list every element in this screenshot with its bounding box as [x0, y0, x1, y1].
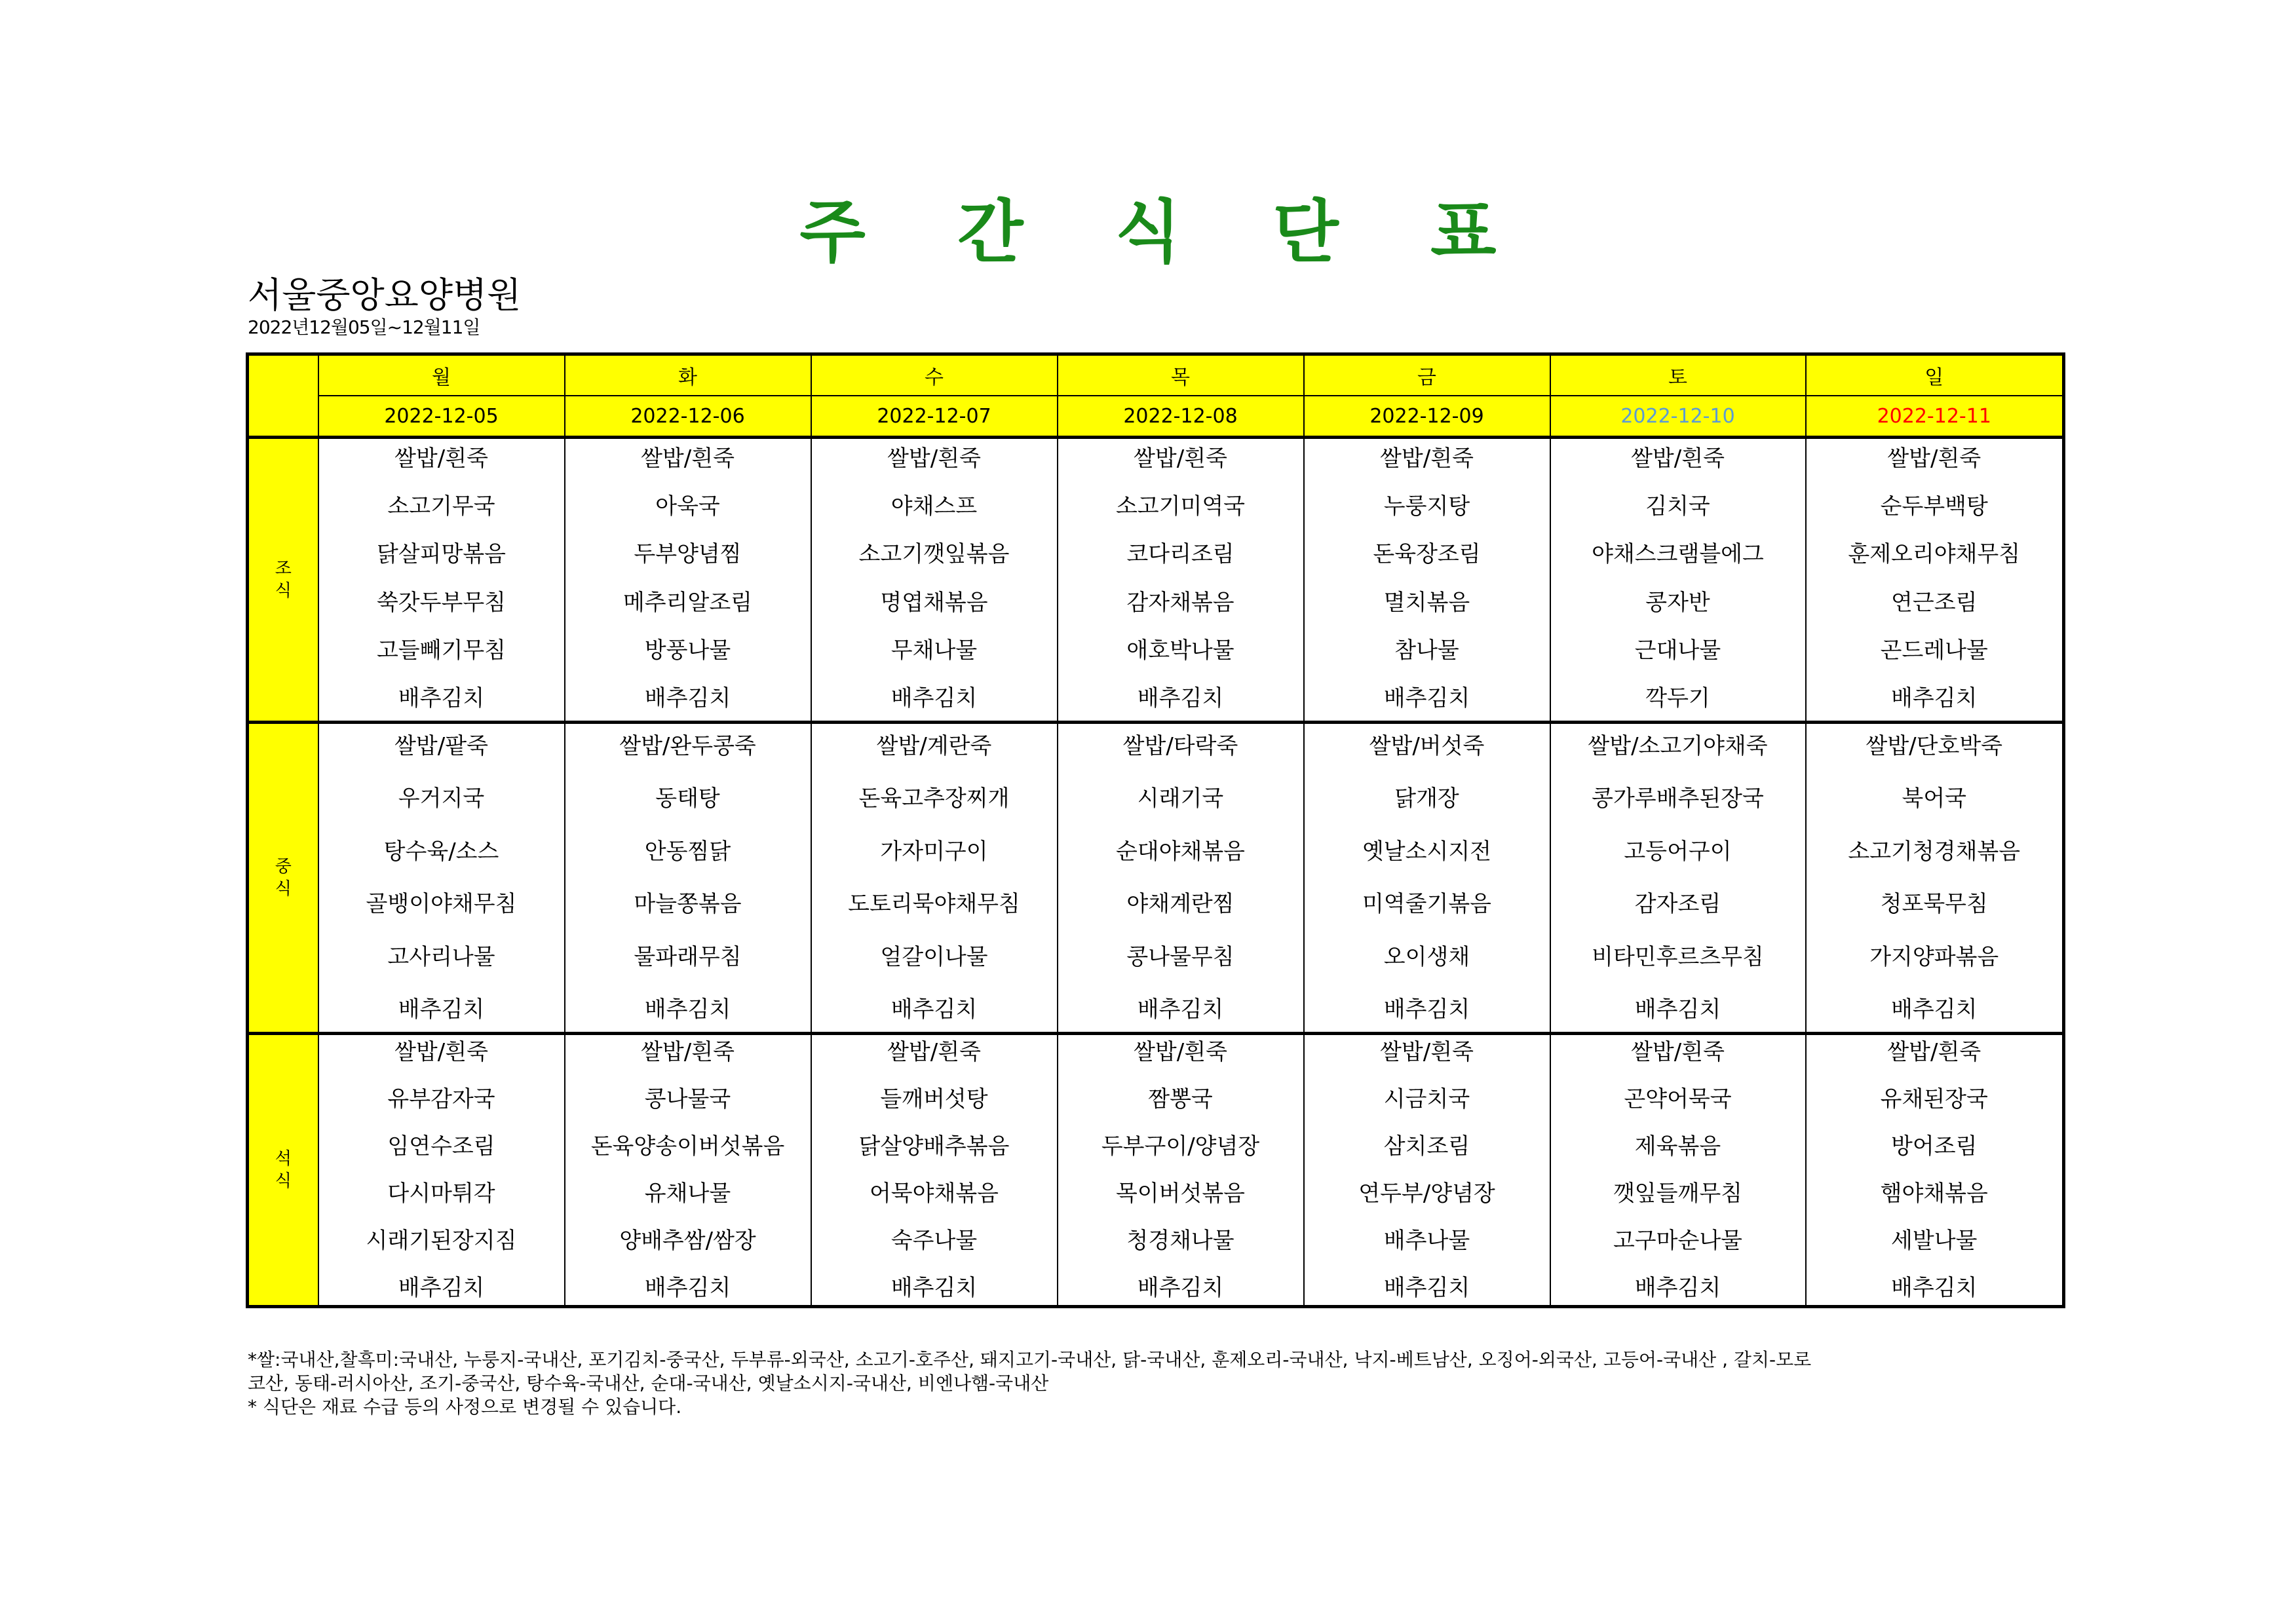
menu-item: 야채스프 [890, 493, 978, 520]
menu-cell [1058, 1034, 1304, 1307]
menu-item: 감자조림 [1634, 891, 1721, 918]
menu-cell [318, 438, 565, 723]
menu-item: 시래기국 [1137, 785, 1224, 812]
menu-item: 배추김치 [1137, 996, 1224, 1023]
menu-item: 마늘쫑볶음 [634, 891, 742, 918]
meal-label-char: 조 [275, 559, 292, 578]
menu-item: 콩가루배추된장국 [1592, 785, 1764, 812]
menu-item: 참나물 [1394, 637, 1459, 664]
day-name-cell: 토 [1550, 354, 1806, 396]
date-cell: 2022-12-11 [1806, 396, 2064, 438]
menu-item: 오이생채 [1383, 943, 1470, 970]
menu-item: 방풍나물 [644, 637, 731, 664]
menu-item: 청경채나물 [1126, 1228, 1234, 1254]
menu-item: 쑥갓두부무침 [376, 589, 507, 616]
menu-item: 물파래무침 [634, 943, 742, 970]
menu-item: 가지양파볶음 [1869, 943, 1999, 970]
menu-item: 아욱국 [655, 493, 720, 520]
day-name-cell: 수 [811, 354, 1058, 396]
meal-label-char: 석 [275, 1149, 292, 1169]
meal-row [248, 1034, 2064, 1307]
weekly-menu-table [246, 352, 2065, 1308]
menu-item: 애호박나물 [1126, 637, 1234, 664]
menu-item: 다시마튀각 [387, 1180, 495, 1207]
date-cell: 2022-12-07 [811, 396, 1058, 438]
menu-item: 쌀밥/흰죽 [394, 445, 488, 472]
corner-cell [248, 354, 318, 438]
menu-cell [1806, 438, 2064, 723]
menu-item: 소고기무국 [387, 493, 495, 520]
menu-cell [1058, 723, 1304, 1034]
menu-item: 콩자반 [1645, 589, 1710, 616]
date-cell: 2022-12-10 [1550, 396, 1806, 438]
menu-item: 배추김치 [398, 1275, 485, 1301]
menu-item: 깍두기 [1645, 685, 1710, 711]
menu-cell [1806, 723, 2064, 1034]
menu-item: 돈육장조림 [1373, 541, 1481, 568]
menu-item: 시래기된장지짐 [366, 1228, 517, 1254]
menu-item: 쌀밥/흰죽 [1887, 1039, 1981, 1065]
menu-cell [318, 1034, 565, 1307]
menu-item: 고들빼기무침 [376, 637, 507, 664]
menu-item: 쌀밥/흰죽 [887, 445, 981, 472]
note-line: * 식단은 재료 수급 등의 사정으로 변경될 수 있습니다. [248, 1396, 682, 1418]
menu-item-list [1305, 724, 1550, 1032]
menu-cell [811, 438, 1058, 723]
menu-cell [1304, 1034, 1550, 1307]
menu-item: 곤약어묵국 [1624, 1086, 1732, 1112]
menu-item: 배추김치 [644, 685, 731, 711]
menu-item: 도토리묵야채무침 [848, 891, 1020, 918]
menu-item-list [1807, 724, 2063, 1032]
menu-item: 쌀밥/팥죽 [394, 733, 488, 759]
menu-item: 가자미구이 [880, 838, 988, 865]
menu-item: 소고기청경채볶음 [1848, 838, 2021, 865]
menu-item: 쌀밥/흰죽 [1380, 445, 1474, 472]
menu-item: 고구마순나물 [1613, 1228, 1743, 1254]
menu-item: 쌀밥/흰죽 [1631, 1039, 1725, 1065]
menu-item-list [1807, 439, 2063, 721]
origin-notes [248, 1348, 2069, 1419]
menu-item-list [1807, 1035, 2063, 1305]
menu-item: 명엽채볶음 [880, 589, 988, 616]
day-name-cell: 화 [565, 354, 811, 396]
menu-item: 쌀밥/버섯죽 [1369, 733, 1485, 759]
meal-label [248, 1034, 318, 1307]
menu-cell [1550, 438, 1806, 723]
menu-item: 유채된장국 [1880, 1086, 1988, 1112]
menu-item: 깻잎들깨무침 [1613, 1180, 1743, 1207]
meal-label-char: 식 [275, 1171, 292, 1191]
menu-item: 소고기깻잎볶음 [858, 541, 1010, 568]
menu-cell [1550, 723, 1806, 1034]
menu-item: 배추김치 [1891, 1275, 1978, 1301]
menu-cell [1806, 1034, 2064, 1307]
menu-item: 북어국 [1902, 785, 1967, 812]
menu-item: 배추김치 [1634, 996, 1721, 1023]
menu-item: 김치국 [1645, 493, 1710, 520]
menu-item: 닭살양배추볶음 [858, 1133, 1010, 1160]
menu-item-list [1058, 724, 1303, 1032]
menu-item: 얼갈이나물 [880, 943, 988, 970]
day-name-cell: 일 [1806, 354, 2064, 396]
menu-item: 안동찜닭 [644, 838, 731, 865]
day-name-cell: 금 [1304, 354, 1550, 396]
menu-item: 순대야채볶음 [1115, 838, 1246, 865]
day-name-cell: 월 [318, 354, 565, 396]
menu-item: 두부양념찜 [634, 541, 742, 568]
menu-cell [565, 438, 811, 723]
meal-label-char: 중 [275, 857, 292, 877]
menu-item: 제육볶음 [1634, 1133, 1721, 1160]
menu-item: 햄야채볶음 [1880, 1180, 1988, 1207]
menu-item: 순두부백탕 [1880, 493, 1988, 520]
menu-item-list [812, 724, 1057, 1032]
note-line: 코산, 동태-러시아산, 조기-중국산, 탕수육-국내산, 순대-국내산, 옛날소시지-국내산, 비엔나햄-국내산 [248, 1372, 1049, 1394]
menu-item-list [565, 1035, 811, 1305]
menu-cell [1058, 438, 1304, 723]
meal-label [248, 438, 318, 723]
menu-period: 2022년12월05일~12월11일 [248, 316, 480, 338]
menu-item: 두부구이/양념장 [1101, 1133, 1260, 1160]
menu-item: 야채스크램블에그 [1592, 541, 1764, 568]
menu-item: 야채계란찜 [1126, 891, 1234, 918]
meal-row [248, 723, 2064, 1034]
day-name-row [248, 354, 2064, 396]
menu-item: 근대나물 [1634, 637, 1721, 664]
menu-item: 누룽지탕 [1383, 493, 1470, 520]
menu-item: 연두부/양념장 [1358, 1180, 1495, 1207]
menu-cell [565, 1034, 811, 1307]
menu-item: 배추김치 [1137, 685, 1224, 711]
menu-item: 배추김치 [1383, 1275, 1470, 1301]
menu-cell [811, 723, 1058, 1034]
menu-item: 무채나물 [890, 637, 978, 664]
menu-item: 배추김치 [1137, 1275, 1224, 1301]
menu-item: 쌀밥/흰죽 [1134, 1039, 1227, 1065]
menu-item: 배추김치 [1383, 685, 1470, 711]
menu-item: 쌀밥/흰죽 [1631, 445, 1725, 472]
menu-item-list [1305, 439, 1550, 721]
menu-item: 청포묵무침 [1880, 891, 1988, 918]
menu-item: 쌀밥/흰죽 [1887, 445, 1981, 472]
menu-item: 골뱅이야채무침 [366, 891, 517, 918]
menu-item: 배추김치 [644, 996, 731, 1023]
menu-item: 쌀밥/단호박죽 [1866, 733, 2003, 759]
menu-cell [318, 723, 565, 1034]
menu-item-list [1551, 439, 1805, 721]
menu-item: 양배추쌈/쌈장 [619, 1228, 756, 1254]
menu-item-list [319, 439, 564, 721]
menu-item-list [1551, 724, 1805, 1032]
menu-item: 감자채볶음 [1126, 589, 1234, 616]
menu-item: 배추김치 [1383, 996, 1470, 1023]
menu-item: 방어조림 [1891, 1133, 1978, 1160]
menu-item: 코다리조림 [1126, 541, 1234, 568]
menu-item: 닭개장 [1394, 785, 1459, 812]
menu-item: 고사리나물 [387, 943, 495, 970]
menu-item-list [1058, 1035, 1303, 1305]
menu-item: 쌀밥/소고기야채죽 [1588, 733, 1768, 759]
menu-item: 콩나물무침 [1126, 943, 1234, 970]
note-line: *쌀:국내산,찰흑미:국내산, 누룽지-국내산, 포기김치-중국산, 두부류-외국산, 소고기-호주산, 돼지고기-국내산, 닭-국내산, 훈제오리-국내산, 낙지-베트남산, 오징어-외국산, 고등어-국내산 , 갈치-모로 [248, 1349, 1812, 1370]
menu-item: 쌀밥/흰죽 [1134, 445, 1227, 472]
menu-item: 닭살피망볶음 [376, 541, 507, 568]
menu-item: 쌀밥/타락죽 [1122, 733, 1238, 759]
menu-item-list [1058, 439, 1303, 721]
menu-item: 곤드레나물 [1880, 637, 1988, 664]
menu-item: 어묵야채볶음 [869, 1180, 999, 1207]
menu-item: 탕수육/소스 [383, 838, 499, 865]
menu-item: 배추김치 [398, 996, 485, 1023]
menu-item: 돈육양송이버섯볶음 [590, 1133, 785, 1160]
menu-item: 돈육고추장찌개 [858, 785, 1010, 812]
menu-item: 배추김치 [1891, 685, 1978, 711]
hospital-name: 서울중앙요양병원 [248, 274, 522, 316]
date-row [248, 396, 2064, 438]
menu-item: 쌀밥/완두콩죽 [619, 733, 756, 759]
date-cell: 2022-12-05 [318, 396, 565, 438]
menu-item: 배추김치 [1891, 996, 1978, 1023]
menu-item: 배추김치 [644, 1275, 731, 1301]
menu-item: 배추김치 [890, 996, 978, 1023]
date-cell: 2022-12-09 [1304, 396, 1550, 438]
menu-item: 배추김치 [398, 685, 485, 711]
menu-item: 고등어구이 [1624, 838, 1732, 865]
menu-item: 임연수조림 [387, 1133, 495, 1160]
menu-item-list [812, 439, 1057, 721]
menu-item: 동태탕 [655, 785, 720, 812]
menu-item: 멸치볶음 [1383, 589, 1470, 616]
meal-label-char: 식 [275, 879, 292, 899]
menu-item: 쌀밥/흰죽 [1380, 1039, 1474, 1065]
menu-item: 쌀밥/흰죽 [394, 1039, 488, 1065]
menu-item-list [1305, 1035, 1550, 1305]
menu-item: 짬뽕국 [1148, 1086, 1213, 1112]
menu-item: 메추리알조림 [622, 589, 753, 616]
day-name-cell: 목 [1058, 354, 1304, 396]
menu-item: 배추나물 [1383, 1228, 1470, 1254]
menu-item: 배추김치 [890, 685, 978, 711]
menu-item: 소고기미역국 [1115, 493, 1246, 520]
menu-item-list [812, 1035, 1057, 1305]
menu-item: 쌀밥/흰죽 [641, 445, 735, 472]
page-title: 주 간 식 단 표 [799, 192, 1531, 272]
menu-item: 유채나물 [644, 1180, 731, 1207]
menu-item: 들깨버섯탕 [880, 1086, 988, 1112]
menu-item-list [565, 439, 811, 721]
menu-item: 옛날소시지전 [1362, 838, 1492, 865]
menu-item: 목이버섯볶음 [1115, 1180, 1246, 1207]
meal-label-char: 식 [275, 581, 292, 601]
menu-cell [1550, 1034, 1806, 1307]
menu-item: 연근조림 [1891, 589, 1978, 616]
menu-item: 세발나물 [1891, 1228, 1978, 1254]
menu-item: 비타민후르츠무침 [1592, 943, 1764, 970]
menu-item: 콩나물국 [644, 1086, 731, 1112]
menu-item: 배추김치 [1634, 1275, 1721, 1301]
menu-item-list [1551, 1035, 1805, 1305]
menu-item: 쌀밥/흰죽 [641, 1039, 735, 1065]
menu-item: 시금치국 [1383, 1086, 1470, 1112]
menu-item-list [319, 724, 564, 1032]
menu-cell [811, 1034, 1058, 1307]
menu-item: 유부감자국 [387, 1086, 495, 1112]
menu-cell [1304, 438, 1550, 723]
menu-cell [1304, 723, 1550, 1034]
date-cell: 2022-12-06 [565, 396, 811, 438]
menu-item: 쌀밥/흰죽 [887, 1039, 981, 1065]
menu-item: 쌀밥/계란죽 [876, 733, 992, 759]
meal-label [248, 723, 318, 1034]
menu-item: 미역줄기볶음 [1362, 891, 1492, 918]
menu-item: 우거지국 [398, 785, 485, 812]
menu-item-list [319, 1035, 564, 1305]
menu-item: 훈제오리야채무침 [1848, 541, 2021, 568]
menu-cell [565, 723, 811, 1034]
menu-item-list [565, 724, 811, 1032]
menu-item: 숙주나물 [890, 1228, 978, 1254]
menu-item: 삼치조림 [1383, 1133, 1470, 1160]
meal-row [248, 438, 2064, 723]
date-cell: 2022-12-08 [1058, 396, 1304, 438]
menu-item: 배추김치 [890, 1275, 978, 1301]
